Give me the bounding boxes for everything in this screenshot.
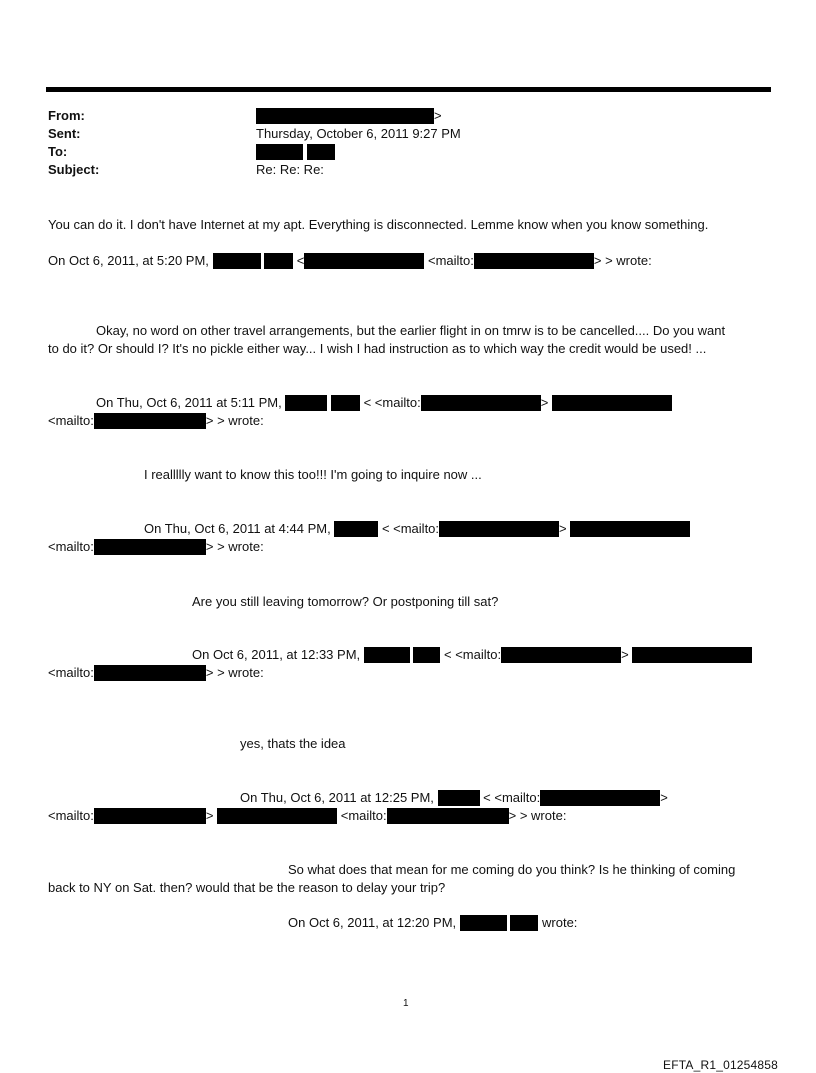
body-paragraph-5: yes, thats the idea — [240, 736, 346, 751]
quote-text: > — [559, 521, 567, 536]
quote-text: > > wrote: — [593, 253, 652, 268]
body-paragraph-2 — [48, 322, 768, 358]
subject-value: Re: Re: Re: — [256, 162, 324, 177]
quote-text: <mailto: — [48, 808, 94, 823]
redaction-bar — [421, 395, 541, 411]
paragraph-line: So what does that mean for me coming do you think? Is he thinking of coming — [288, 862, 736, 877]
paragraph-line: Okay, no word on other travel arrangements, but the earlier flight in on tmrw is to be cancelled.... Do you want — [96, 323, 726, 338]
redaction-bar — [94, 665, 206, 681]
quote-line-4b — [48, 665, 264, 681]
page-number: 1 — [403, 998, 409, 1009]
quote-text: > > wrote: — [205, 413, 264, 428]
redaction-bar — [256, 108, 434, 124]
quote-text: < <mailto: — [483, 790, 541, 805]
quote-text: < <mailto: — [381, 521, 440, 536]
quote-text: > > wrote: — [508, 808, 567, 823]
quote-line-2b — [48, 413, 264, 429]
redaction-bar — [94, 413, 206, 429]
quote-text: > — [540, 395, 549, 410]
redaction-bar — [570, 521, 690, 537]
quote-text: On Thu, Oct 6, 2011 at 12:25 PM, — [240, 790, 434, 805]
quote-text: <mailto: — [340, 808, 387, 823]
quote-line-2 — [96, 395, 672, 411]
redaction-bar — [264, 253, 293, 269]
subject-label: Subject: — [48, 162, 100, 177]
redaction-bar — [217, 808, 337, 824]
redaction-bar — [460, 915, 507, 931]
redaction-bar — [474, 253, 594, 269]
redaction-bar — [540, 790, 660, 806]
quote-text: On Oct 6, 2011, at 12:20 PM, — [288, 915, 457, 930]
body-paragraph-3: I reallllly want to know this too!!! I'm going to inquire now ... — [144, 467, 482, 482]
body-paragraph-1: You can do it. I don't have Internet at my apt. Everything is disconnected. Lemme know when you know something. — [48, 217, 709, 232]
redaction-bar — [632, 647, 752, 663]
paragraph-line: to do it? Or should I? It's no pickle either way... I wish I had instruction as to which way the credit would be used! ... — [48, 341, 707, 356]
quote-text: <mailto: — [48, 665, 94, 680]
quote-text: > — [621, 647, 629, 662]
quote-text: On Oct 6, 2011, at 12:33 PM, — [192, 647, 361, 662]
quote-text: wrote: — [542, 915, 578, 930]
to-value — [256, 144, 335, 160]
quote-text: <mailto: — [48, 539, 94, 554]
quote-text: < <mailto: — [444, 647, 502, 662]
redaction-bar — [334, 521, 378, 537]
quote-line-1 — [48, 253, 652, 269]
redaction-bar — [213, 253, 261, 269]
redaction-bar — [256, 144, 303, 160]
redaction-bar — [438, 790, 480, 806]
quote-text: > — [205, 808, 214, 823]
redaction-bar — [413, 647, 440, 663]
redaction-bar — [285, 395, 327, 411]
redaction-bar — [510, 915, 538, 931]
quote-line-4 — [192, 647, 752, 663]
paragraph-line: back to NY on Sat. then? would that be the reason to delay your trip? — [48, 880, 446, 895]
header-rule — [46, 87, 771, 92]
quote-line-3b — [48, 539, 264, 555]
from-suffix: > — [434, 108, 442, 123]
quote-text: On Thu, Oct 6, 2011 at 5:11 PM, — [96, 395, 282, 410]
body-paragraph-4: Are you still leaving tomorrow? Or postponing till sat? — [192, 594, 499, 609]
quote-text: < — [296, 253, 305, 268]
body-paragraph-6 — [48, 861, 768, 897]
from-value — [256, 108, 442, 124]
redaction-bar — [307, 144, 335, 160]
quote-text: < <mailto: — [363, 395, 421, 410]
document-id: EFTA_R1_01254858 — [663, 1058, 779, 1072]
quote-line-6 — [288, 915, 577, 931]
redaction-bar — [501, 647, 621, 663]
quote-text: > — [660, 790, 668, 805]
redaction-bar — [94, 539, 206, 555]
redaction-bar — [387, 808, 509, 824]
quote-text: On Thu, Oct 6, 2011 at 4:44 PM, — [144, 521, 331, 536]
quote-text: > > wrote: — [205, 665, 264, 680]
redaction-bar — [94, 808, 206, 824]
sent-label: Sent: — [48, 126, 81, 141]
from-label: From: — [48, 108, 85, 123]
redaction-bar — [304, 253, 424, 269]
redaction-bar — [439, 521, 559, 537]
quote-line-5 — [240, 790, 668, 806]
redaction-bar — [331, 395, 360, 411]
sent-value: Thursday, October 6, 2011 9:27 PM — [256, 126, 461, 141]
quote-text: <mailto: — [48, 413, 94, 428]
redaction-bar — [364, 647, 410, 663]
quote-text: On Oct 6, 2011, at 5:20 PM, — [48, 253, 209, 268]
to-label: To: — [48, 144, 68, 159]
quote-text: <mailto: — [428, 253, 474, 268]
quote-line-5b — [48, 808, 566, 824]
quote-line-3 — [144, 521, 690, 537]
quote-text: > > wrote: — [205, 539, 264, 554]
redaction-bar — [552, 395, 672, 411]
